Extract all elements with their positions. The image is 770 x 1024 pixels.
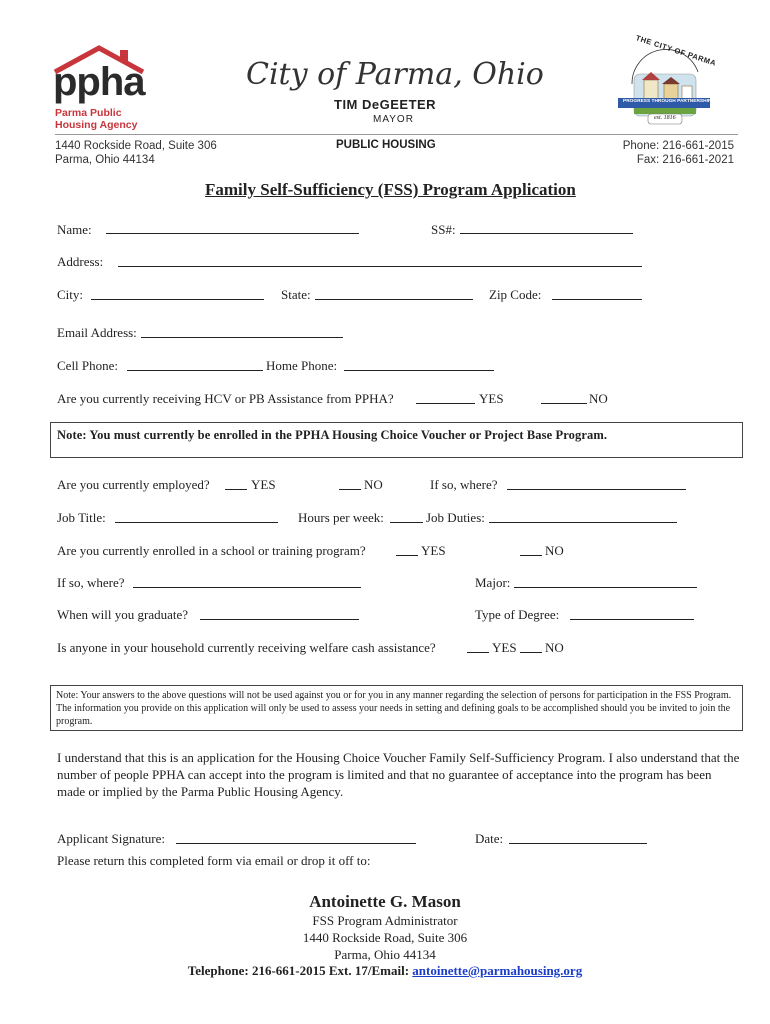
department-name: PUBLIC HOUSING bbox=[336, 139, 436, 151]
school-yes-field[interactable] bbox=[396, 544, 418, 556]
zip-label: Zip Code: bbox=[489, 287, 542, 302]
ss-label: SS#: bbox=[431, 222, 456, 237]
school-where-label: If so, where? bbox=[57, 575, 125, 590]
graduate-label: When will you graduate? bbox=[57, 607, 189, 622]
contact-address-1: 1440 Rockside Road, Suite 306 bbox=[302, 930, 468, 945]
signature-field[interactable] bbox=[176, 832, 416, 844]
welfare-yes-field[interactable] bbox=[467, 641, 489, 653]
job-title-label: Job Title: bbox=[57, 510, 106, 525]
hours-field[interactable] bbox=[390, 511, 423, 523]
employed-yes-field[interactable] bbox=[225, 478, 247, 490]
cell-phone-label: Cell Phone: bbox=[57, 358, 119, 373]
seal-est-text: est. 1816 bbox=[654, 115, 676, 121]
job-title-field[interactable] bbox=[115, 511, 278, 523]
date-field[interactable] bbox=[509, 832, 647, 844]
employed-question: Are you currently employed? bbox=[57, 477, 210, 492]
header-phone: Phone: 216-661-2015 bbox=[622, 140, 734, 152]
enrollment-note: Note: You must currently be enrolled in the PPHA Housing Choice Voucher or Project Base Program. bbox=[57, 428, 608, 442]
major-label: Major: bbox=[475, 575, 511, 590]
logo-sub-line-1: Parma Public bbox=[55, 107, 122, 119]
header-fax: Fax: 216-661-2021 bbox=[636, 154, 734, 166]
home-phone-field[interactable] bbox=[344, 359, 494, 371]
contact-email-link[interactable]: antoinette@parmahousing.org bbox=[412, 963, 583, 978]
welfare-no-label: NO bbox=[545, 640, 564, 655]
city-field[interactable] bbox=[91, 288, 264, 300]
logo-sub-line-2: Housing Agency bbox=[55, 119, 138, 131]
job-duties-label: Job Duties: bbox=[426, 510, 485, 525]
degree-field[interactable] bbox=[570, 608, 694, 620]
contact-address-2: Parma, Ohio 44134 bbox=[334, 947, 436, 962]
contact-telephone-line bbox=[0, 963, 770, 979]
employer-where-field[interactable] bbox=[507, 478, 686, 490]
address-field[interactable] bbox=[118, 255, 642, 267]
header-address-1: 1440 Rockside Road, Suite 306 bbox=[55, 140, 217, 152]
email-label: Email Address: bbox=[57, 325, 137, 340]
state-label: State: bbox=[281, 287, 311, 302]
welfare-no-field[interactable] bbox=[520, 641, 542, 653]
name-label: Name: bbox=[57, 222, 92, 237]
school-yes-label: YES bbox=[421, 543, 446, 558]
understand-paragraph: I understand that this is an application for the Housing Choice Voucher Family Self-Sufficiency Program. I also understand that the number of people PPHA can accept into the program is limited and that no guarantee of acceptance into the program has been made or implied by the Parma Public Housing Agency. bbox=[57, 750, 740, 799]
welfare-yes-label: YES bbox=[492, 640, 517, 655]
header-address-2: Parma, Ohio 44134 bbox=[55, 154, 155, 166]
hcv-no-field[interactable] bbox=[541, 392, 587, 404]
employed-yes-label: YES bbox=[251, 477, 276, 492]
name-field[interactable] bbox=[106, 222, 359, 234]
major-field[interactable] bbox=[514, 576, 697, 588]
welfare-question: Is anyone in your household currently receiving welfare cash assistance? bbox=[57, 640, 436, 655]
zip-field[interactable] bbox=[552, 288, 642, 300]
school-no-label: NO bbox=[545, 543, 564, 558]
degree-label: Type of Degree: bbox=[475, 607, 560, 622]
mayor-name: TIM DeGEETER bbox=[334, 97, 437, 112]
address-label: Address: bbox=[57, 254, 104, 269]
mayor-title: MAYOR bbox=[373, 114, 414, 125]
enrollment-note-box bbox=[50, 422, 743, 458]
hcv-question: Are you currently receiving HCV or PB Assistance from PPHA? bbox=[57, 391, 394, 406]
ppha-logo-text: ppha bbox=[53, 60, 145, 104]
city-label: City: bbox=[57, 287, 84, 302]
answers-note: Note: Your answers to the above questions will not be used against you or for you in any manner regarding the selection of persons for participation in the FSS Program. The information you provide on this application will only be used to assess your needs in setting and defining goals to be accomplished should you be invited to join the program. bbox=[56, 690, 732, 727]
header-rule bbox=[55, 134, 738, 135]
email-field[interactable] bbox=[141, 326, 343, 338]
contact-name: Antoinette G. Mason bbox=[309, 892, 461, 911]
school-question: Are you currently enrolled in a school or training program? bbox=[57, 543, 366, 558]
home-phone-label: Home Phone: bbox=[266, 358, 338, 373]
employed-no-label: NO bbox=[364, 477, 383, 492]
employed-no-field[interactable] bbox=[339, 478, 361, 490]
hcv-no-label: NO bbox=[589, 391, 608, 406]
form-title: Family Self-Sufficiency (FSS) Program Application bbox=[205, 180, 576, 199]
employer-where-label: If so, where? bbox=[430, 477, 498, 492]
cell-phone-field[interactable] bbox=[127, 359, 263, 371]
graduate-field[interactable] bbox=[200, 608, 359, 620]
hcv-yes-field[interactable] bbox=[416, 392, 475, 404]
school-where-field[interactable] bbox=[133, 576, 361, 588]
contact-title: FSS Program Administrator bbox=[312, 913, 458, 928]
return-instructions: Please return this completed form via email or drop it off to: bbox=[57, 853, 371, 868]
city-title: City of Parma, Ohio bbox=[246, 57, 544, 92]
contact-telephone: Telephone: 216-661-2015 Ext. 17/Email: bbox=[187, 963, 410, 978]
ss-field[interactable] bbox=[460, 222, 633, 234]
hours-label: Hours per week: bbox=[298, 510, 384, 525]
seal-top-text: THE CITY OF PARMA bbox=[634, 33, 718, 68]
seal-banner-text: PROGRESS THROUGH PARTNERSHIPS bbox=[623, 99, 715, 104]
state-field[interactable] bbox=[315, 288, 473, 300]
signature-label: Applicant Signature: bbox=[57, 831, 165, 846]
job-duties-field[interactable] bbox=[489, 511, 677, 523]
date-label: Date: bbox=[475, 831, 504, 846]
answers-note-box bbox=[50, 685, 743, 731]
hcv-yes-label: YES bbox=[479, 391, 504, 406]
school-no-field[interactable] bbox=[520, 544, 542, 556]
city-seal bbox=[612, 33, 718, 134]
